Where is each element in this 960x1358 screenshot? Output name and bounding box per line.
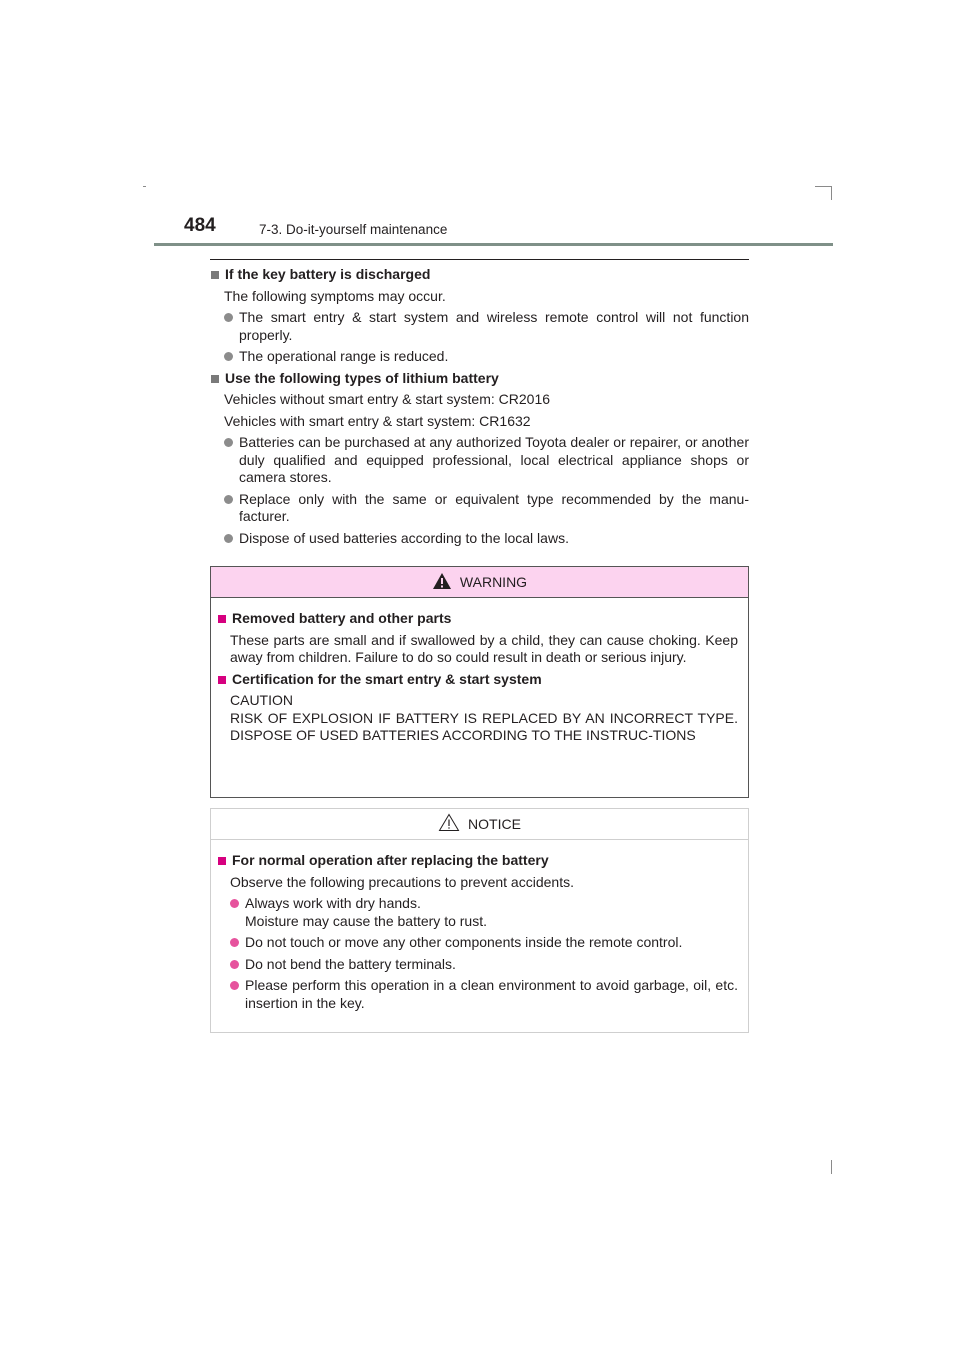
circle-bullet-icon <box>224 438 233 447</box>
circle-bullet-icon <box>230 981 239 990</box>
square-bullet-icon <box>211 375 219 383</box>
warning-item-text: RISK OF EXPLOSION IF BATTERY IS REPLACED BY AN INCORRECT TYPE. DISPOSE OF USED BATTERIES ACCORDING TO THE INSTRUC-TIONS <box>230 709 738 743</box>
notice-title: NOTICE <box>468 816 521 832</box>
list-item: Dispose of used batteries according to the local laws. <box>224 530 749 548</box>
caution-label: CAUTION <box>230 692 293 708</box>
section-title: 7-3. Do-it-yourself maintenance <box>259 222 448 237</box>
notice-body <box>211 840 748 1012</box>
square-bullet-icon <box>218 857 226 865</box>
circle-bullet-icon <box>224 495 233 504</box>
header-rule <box>154 243 833 246</box>
warning-triangle-icon <box>432 572 452 593</box>
warning-body <box>211 598 748 745</box>
circle-bullet-icon <box>230 938 239 947</box>
list-item: Always work with dry hands. Moisture may cause the battery to rust. <box>230 895 738 930</box>
circle-bullet-icon <box>230 899 239 908</box>
notice-header <box>211 809 748 840</box>
square-bullet-icon <box>218 676 226 684</box>
battery-type-line: Vehicles without smart entry & start system: CR2016 <box>224 391 551 407</box>
list-item: Do not bend the battery terminals. <box>230 956 738 974</box>
battery-type-line: Vehicles with smart entry & start system: CR1632 <box>224 412 531 429</box>
section-heading: If the key battery is discharged <box>210 266 749 284</box>
warning-item-text: These parts are small and if swallowed by a child, they can cause choking. Keep away from children. Failure to do so could result in death or serious injury. <box>230 631 738 665</box>
list-item: Batteries can be purchased at any authorized Toyota dealer or repairer, or another duly qualified and equipped professional, local electrical appliance shops or camera stores. <box>224 434 749 487</box>
content-top-rule <box>210 259 749 260</box>
warning-item-heading: Certification for the smart entry & start system <box>217 671 738 689</box>
circle-bullet-icon <box>224 352 233 361</box>
list-item: Do not touch or move any other components inside the remote control. <box>230 934 738 952</box>
circle-bullet-icon <box>224 534 233 543</box>
list-item: The smart entry & start system and wireless remote control will not function properly. <box>224 309 749 344</box>
square-bullet-icon <box>211 271 219 279</box>
square-bullet-icon <box>218 615 226 623</box>
notice-intro: Observe the following precautions to prevent accidents. <box>230 873 574 890</box>
crop-mark <box>143 186 146 187</box>
section-intro: The following symptoms may occur. <box>224 287 446 304</box>
notice-triangle-icon <box>438 813 460 835</box>
notice-item-heading: For normal operation after replacing the battery <box>217 852 738 870</box>
list-item: Replace only with the same or equivalent type recommended by the manu-facturer. <box>224 491 749 526</box>
warning-title: WARNING <box>459 574 528 590</box>
crop-mark <box>831 186 832 200</box>
warning-header <box>211 567 748 598</box>
circle-bullet-icon <box>224 313 233 322</box>
warning-item-heading: Removed battery and other parts <box>217 610 738 628</box>
list-item: Please perform this operation in a clean environment to avoid garbage, oil, etc. insertion in the key. <box>230 977 738 1012</box>
circle-bullet-icon <box>230 960 239 969</box>
page-number: 484 <box>184 215 216 236</box>
warning-box <box>210 566 749 798</box>
list-item: The operational range is reduced. <box>224 348 749 366</box>
crop-mark <box>815 186 831 187</box>
crop-mark <box>831 1160 832 1174</box>
main-content <box>210 266 749 551</box>
section-heading: Use the following types of lithium battery <box>210 370 749 388</box>
notice-box <box>210 808 749 1033</box>
